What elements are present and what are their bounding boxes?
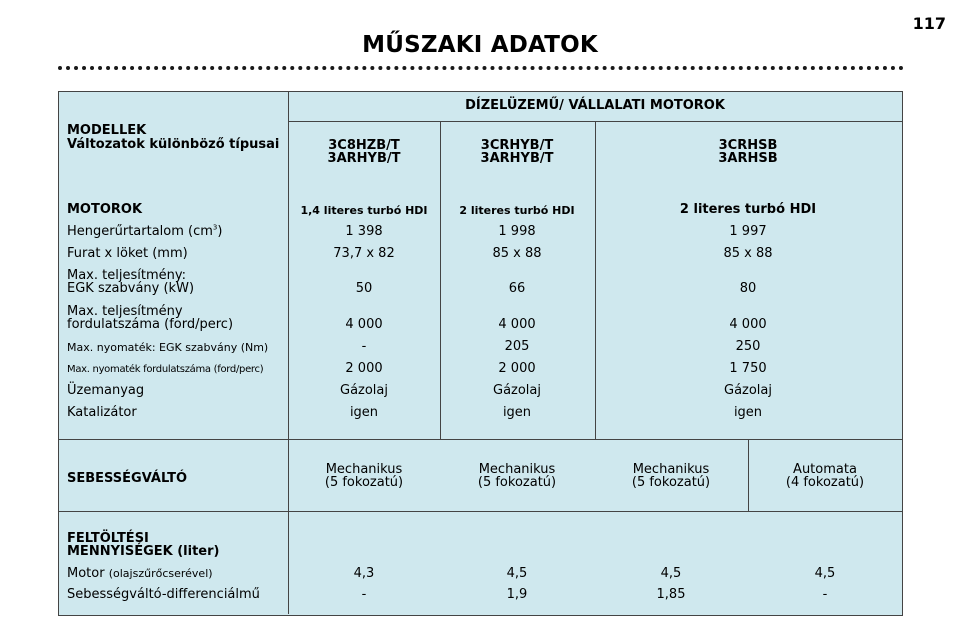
grid-line: [59, 511, 902, 512]
column-header-line1: 3CRHYB/T: [480, 138, 554, 153]
row-label-power-rpm-line2: fordulatszáma (ford/perc): [67, 317, 234, 332]
value-cell: 4 000: [729, 317, 767, 332]
variants-label: Változatok különböző típusai: [67, 137, 280, 152]
gearbox-gears: (4 fokozatú): [785, 475, 865, 490]
grid-line: [440, 121, 441, 439]
value-cell: 4,3: [353, 566, 375, 581]
value-cell: 1 998: [498, 224, 536, 239]
group-title: DÍZELÜZEMŰ/ VÁLLALATI MOTOROK: [465, 98, 725, 113]
capacities-label-line2: MENNYISÉGEK (liter): [67, 544, 220, 559]
page-number: 117: [912, 14, 946, 33]
row-label-torque-rpm: Max. nyomaték fordulatszáma (ford/perc): [67, 364, 264, 375]
value-cell: -: [361, 339, 367, 354]
value-cell: 4,5: [660, 566, 682, 581]
value-cell: 1,85: [656, 587, 686, 602]
gearbox-gears: (5 fokozatú): [477, 475, 557, 490]
row-label-gearbox-oil: Sebességváltó-differenciálmű: [67, 587, 260, 602]
value-cell: Gázolaj: [339, 383, 389, 398]
row-label-power: Max. teljesítmény:: [67, 268, 186, 283]
column-header-line2: 3ARHSB: [718, 151, 778, 166]
engines-section-label: MOTOROK: [67, 202, 143, 217]
value-cell: 85 x 88: [492, 246, 542, 261]
value-cell: 1 997: [729, 224, 767, 239]
value-cell: igen: [349, 405, 379, 420]
gearbox-type: Automata: [793, 462, 857, 477]
spec-table: [58, 91, 903, 616]
value-cell: Gázolaj: [492, 383, 542, 398]
grid-line: [748, 439, 749, 511]
value-cell: 50: [355, 281, 373, 296]
gearbox-type: Mechanikus: [478, 462, 556, 477]
value-cell: 73,7 x 82: [333, 246, 395, 261]
value-cell: 85 x 88: [723, 246, 773, 261]
value-cell: igen: [733, 405, 763, 420]
value-cell: 1 398: [345, 224, 383, 239]
value-cell: 4,5: [506, 566, 528, 581]
capacities-label: FELTÖLTÉSI: [67, 531, 149, 546]
value-cell: 2 000: [345, 361, 383, 376]
value-cell: 4 000: [498, 317, 536, 332]
row-label-catalyst: Katalizátor: [67, 405, 137, 420]
grid-line: [595, 121, 596, 439]
value-cell: 1,9: [506, 587, 528, 602]
value-cell: 205: [504, 339, 530, 354]
column-header-line1: 3C8HZB/T: [328, 138, 400, 153]
value-cell: 80: [739, 281, 757, 296]
grid-line: [288, 92, 289, 614]
value-cell: 1 750: [729, 361, 767, 376]
engine-name: 2 literes turbó HDI: [459, 204, 575, 217]
engine-name: 1,4 literes turbó HDI: [300, 204, 428, 217]
value-cell: 2 000: [498, 361, 536, 376]
row-label-engine-oil: Motor (olajszűrőcserével): [67, 566, 213, 581]
gearbox-label: SEBESSÉGVÁLTÓ: [67, 471, 188, 486]
value-cell: 4,5: [814, 566, 836, 581]
column-header-line2: 3ARHYB/T: [480, 151, 554, 166]
title-dotted-rule: [58, 66, 904, 70]
row-label-torque: Max. nyomaték: EGK szabvány (Nm): [67, 341, 269, 354]
column-header-line2: 3ARHYB/T: [327, 151, 401, 166]
value-cell: 250: [735, 339, 761, 354]
row-label-fuel: Üzemanyag: [67, 383, 145, 398]
value-cell: igen: [502, 405, 532, 420]
gearbox-gears: (5 fokozatú): [631, 475, 711, 490]
page-title: MŰSZAKI ADATOK: [362, 32, 598, 58]
row-label-power-rpm: Max. teljesítmény: [67, 304, 183, 319]
row-label-power-line2: EGK szabvány (kW): [67, 281, 195, 296]
models-label: MODELLEK: [67, 123, 147, 138]
row-label-bore-stroke: Furat x löket (mm): [67, 246, 188, 261]
column-header-line1: 3CRHSB: [718, 138, 778, 153]
value-cell: 66: [508, 281, 526, 296]
value-cell: -: [361, 587, 367, 602]
engine-name: 2 literes turbó HDI: [679, 202, 817, 217]
gearbox-gears: (5 fokozatú): [324, 475, 404, 490]
value-cell: -: [822, 587, 828, 602]
value-cell: Gázolaj: [723, 383, 773, 398]
row-label-displacement: Hengerűrtartalom $(cm^3)$: [67, 223, 223, 239]
gearbox-type: Mechanikus: [325, 462, 403, 477]
gearbox-type: Mechanikus: [632, 462, 710, 477]
value-cell: 4 000: [345, 317, 383, 332]
grid-line: [59, 439, 902, 440]
